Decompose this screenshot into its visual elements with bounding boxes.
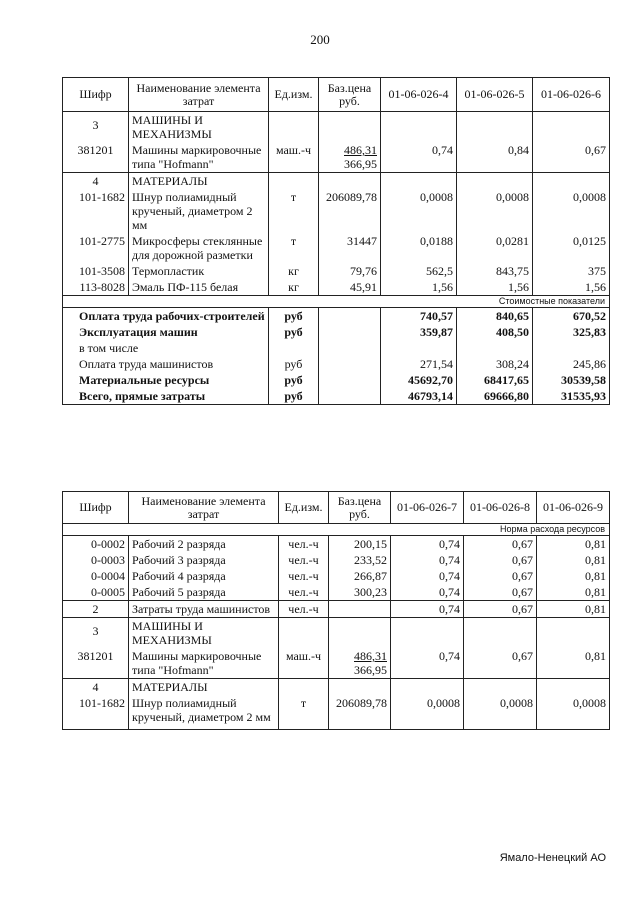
table-row — [63, 695, 610, 725]
norms-table-2 — [62, 491, 610, 730]
summary-name: Оплата труда машинистов — [63, 356, 269, 372]
row-name: Рабочий 2 разряда — [129, 536, 279, 553]
row-price: 300,23 — [329, 584, 391, 601]
row-code: 381201 — [63, 648, 129, 679]
row-name: Микросферы стеклянные для дорожной разметки — [129, 233, 269, 263]
row-code: 0-0002 — [63, 536, 129, 553]
row-price: 233,52 — [329, 552, 391, 568]
row-name: Шнур полиамидный крученый, диаметром 2 мм — [129, 189, 269, 233]
row-value-2: 0,67 — [464, 568, 537, 584]
summary-name: Эксплуатация машин — [63, 324, 269, 340]
row-value-2: 0,0281 — [457, 233, 533, 263]
row-name: Затраты труда машинистов — [129, 601, 279, 618]
row-code: 381201 — [63, 142, 129, 173]
summary-value-1: 46793,14 — [381, 388, 457, 405]
summary-unit: руб — [269, 324, 319, 340]
section-row — [63, 601, 610, 618]
header-col-1: 01-06-026-4 — [381, 78, 457, 112]
table-row — [63, 189, 610, 233]
summary-value-2: 840,65 — [457, 308, 533, 325]
summary-value-1: 740,57 — [381, 308, 457, 325]
row-value-1: 562,5 — [381, 263, 457, 279]
row-value-1: 0,74 — [391, 552, 464, 568]
table-row — [63, 536, 610, 553]
row-unit: чел.-ч — [279, 568, 329, 584]
table-row — [63, 584, 610, 601]
row-value-1: 0,74 — [391, 536, 464, 553]
section-title: МАШИНЫ И МЕХАНИЗМЫ — [129, 112, 269, 143]
row-value-3: 0,67 — [533, 142, 610, 173]
header-col-3: 01-06-026-9 — [537, 492, 610, 524]
section-code: 3 — [63, 618, 129, 649]
row-name: Рабочий 5 разряда — [129, 584, 279, 601]
row-value-2: 0,67 — [464, 552, 537, 568]
page-number: 200 — [310, 32, 330, 47]
row-price-main: 486,31 — [344, 143, 377, 157]
row-unit: т — [269, 189, 319, 233]
summary-value-1: 45692,70 — [381, 372, 457, 388]
header-unit: Ед.изм. — [269, 78, 319, 112]
summary-row — [63, 388, 610, 405]
row-name: Эмаль ПФ-115 белая — [129, 279, 269, 296]
table-row — [63, 263, 610, 279]
row-value-1: 0,74 — [391, 568, 464, 584]
table-header-row — [63, 492, 610, 524]
summary-unit: руб — [269, 356, 319, 372]
row-name: Рабочий 4 разряда — [129, 568, 279, 584]
row-value-1: 0,0008 — [391, 695, 464, 725]
row-price: 31447 — [319, 233, 381, 263]
row-price: 266,87 — [329, 568, 391, 584]
norm-label: Норма расхода ресурсов — [63, 524, 610, 536]
row-price — [329, 648, 391, 679]
section-title: МАТЕРИАЛЫ — [129, 173, 269, 190]
section-row — [63, 679, 610, 696]
row-price: 206089,78 — [329, 695, 391, 725]
row-code: 0-0005 — [63, 584, 129, 601]
row-value-1: 1,56 — [381, 279, 457, 296]
summary-value-2: 408,50 — [457, 324, 533, 340]
section-code: 2 — [63, 601, 129, 618]
summary-name: Оплата труда рабочих-строителей — [63, 308, 269, 325]
row-value-2: 0,67 — [464, 536, 537, 553]
summary-row — [63, 340, 610, 356]
row-value-3: 0,0125 — [533, 233, 610, 263]
row-unit: маш.-ч — [279, 648, 329, 679]
section-code: 4 — [63, 173, 129, 190]
section-code: 3 — [63, 112, 129, 143]
row-value-1: 0,74 — [391, 648, 464, 679]
row-value-2: 0,0008 — [457, 189, 533, 233]
region-footer: Ямало-Ненецкий АО — [499, 852, 606, 864]
summary-value-2: 308,24 — [457, 356, 533, 372]
row-price-main: 486,31 — [354, 649, 387, 663]
row-name: Рабочий 3 разряда — [129, 552, 279, 568]
table-header-row — [63, 78, 610, 112]
row-value-1: 0,74 — [381, 142, 457, 173]
row-value-2: 1,56 — [457, 279, 533, 296]
row-value-3: 0,81 — [537, 648, 610, 679]
header-code: Шифр — [63, 492, 129, 524]
row-value-1: 0,0188 — [381, 233, 457, 263]
summary-value-2: 69666,80 — [457, 388, 533, 405]
section-title: МАТЕРИАЛЫ — [129, 679, 279, 696]
section-row — [63, 618, 610, 649]
section-code: 4 — [63, 679, 129, 696]
summary-value-3: 325,83 — [533, 324, 610, 340]
row-value-1: 0,74 — [391, 601, 464, 618]
summary-name: Материальные ресурсы — [63, 372, 269, 388]
header-name: Наименование элемента затрат — [129, 78, 269, 112]
header-col-2: 01-06-026-8 — [464, 492, 537, 524]
row-price-secondary: 366,95 — [354, 663, 387, 677]
row-unit: т — [269, 233, 319, 263]
summary-value-1: 271,54 — [381, 356, 457, 372]
row-name: Машины маркировочные типа "Hofmann" — [129, 142, 269, 173]
header-price: Баз.цена руб. — [319, 78, 381, 112]
header-code: Шифр — [63, 78, 129, 112]
summary-value-3: 30539,58 — [533, 372, 610, 388]
header-price: Баз.цена руб. — [329, 492, 391, 524]
row-name: Шнур полиамидный крученый, диаметром 2 мм — [129, 695, 279, 725]
row-price-secondary: 366,95 — [344, 157, 377, 171]
norms-table-1 — [62, 77, 610, 405]
table-row — [63, 233, 610, 263]
table-row — [63, 648, 610, 679]
summary-row — [63, 324, 610, 340]
row-value-2: 0,67 — [464, 584, 537, 601]
table-bottom-edge — [63, 725, 610, 729]
row-unit: кг — [269, 263, 319, 279]
summary-value-3: 670,52 — [533, 308, 610, 325]
section-row — [63, 173, 610, 190]
summary-row — [63, 308, 610, 325]
row-price: 45,91 — [319, 279, 381, 296]
header-col-3: 01-06-026-6 — [533, 78, 610, 112]
row-price — [319, 142, 381, 173]
row-unit: чел.-ч — [279, 536, 329, 553]
row-unit: чел.-ч — [279, 584, 329, 601]
row-code: 0-0004 — [63, 568, 129, 584]
summary-value-3: 31535,93 — [533, 388, 610, 405]
row-price: 200,15 — [329, 536, 391, 553]
summary-unit: руб — [269, 308, 319, 325]
row-code: 113-8028 — [63, 279, 129, 296]
summary-row — [63, 372, 610, 388]
row-code: 0-0003 — [63, 552, 129, 568]
cost-indicators-row — [63, 296, 610, 308]
row-value-3: 0,81 — [537, 601, 610, 618]
table-row — [63, 142, 610, 173]
row-value-2: 0,67 — [464, 648, 537, 679]
header-unit: Ед.изм. — [279, 492, 329, 524]
row-value-2: 0,84 — [457, 142, 533, 173]
summary-unit: руб — [269, 372, 319, 388]
summary-row — [63, 356, 610, 372]
summary-unit: руб — [269, 388, 319, 405]
section-title: МАШИНЫ И МЕХАНИЗМЫ — [129, 618, 279, 649]
row-value-3: 0,81 — [537, 568, 610, 584]
row-value-3: 0,81 — [537, 584, 610, 601]
row-value-3: 0,81 — [537, 536, 610, 553]
row-value-3: 0,0008 — [537, 695, 610, 725]
row-value-3: 0,0008 — [533, 189, 610, 233]
row-code: 101-3508 — [63, 263, 129, 279]
row-value-1: 0,74 — [391, 584, 464, 601]
row-value-1: 0,0008 — [381, 189, 457, 233]
row-unit: маш.-ч — [269, 142, 319, 173]
row-name: Термопластик — [129, 263, 269, 279]
summary-value-2: 68417,65 — [457, 372, 533, 388]
row-value-2: 0,0008 — [464, 695, 537, 725]
row-unit: кг — [269, 279, 319, 296]
summary-value-3: 245,86 — [533, 356, 610, 372]
row-value-3: 1,56 — [533, 279, 610, 296]
summary-value-1: 359,87 — [381, 324, 457, 340]
row-unit: т — [279, 695, 329, 725]
row-value-2: 843,75 — [457, 263, 533, 279]
row-price: 206089,78 — [319, 189, 381, 233]
table-row — [63, 552, 610, 568]
row-value-3: 375 — [533, 263, 610, 279]
header-name: Наименование элемента затрат — [129, 492, 279, 524]
table-row — [63, 279, 610, 296]
row-value-3: 0,81 — [537, 552, 610, 568]
row-unit: чел.-ч — [279, 552, 329, 568]
header-col-1: 01-06-026-7 — [391, 492, 464, 524]
cost-indicators-label: Стоимостные показатели — [63, 296, 610, 308]
section-row — [63, 112, 610, 143]
row-code: 101-1682 — [63, 189, 129, 233]
header-col-2: 01-06-026-5 — [457, 78, 533, 112]
norm-label-row — [63, 524, 610, 536]
row-code: 101-1682 — [63, 695, 129, 725]
table-row — [63, 568, 610, 584]
summary-name: Всего, прямые затраты — [63, 388, 269, 405]
row-name: Машины маркировочные типа "Hofmann" — [129, 648, 279, 679]
row-value-2: 0,67 — [464, 601, 537, 618]
row-unit: чел.-ч — [279, 601, 329, 618]
summary-name: в том числе — [63, 340, 269, 356]
row-code: 101-2775 — [63, 233, 129, 263]
row-price: 79,76 — [319, 263, 381, 279]
